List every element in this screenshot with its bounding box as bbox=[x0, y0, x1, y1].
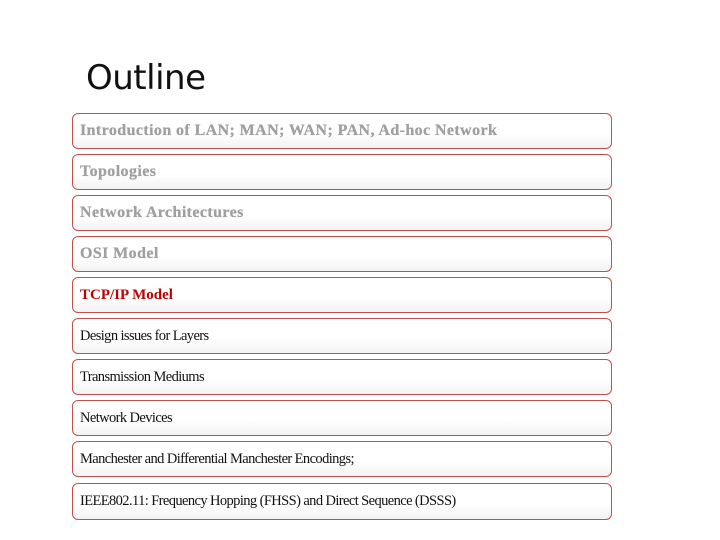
outline-item-label: Topologies bbox=[80, 163, 157, 180]
outline-item-manchester-encodings bbox=[72, 441, 612, 477]
outline-item-label: TCP/IP Model bbox=[80, 286, 173, 303]
outline-item-label: Introduction of LAN; MAN; WAN; PAN, Ad-hoc Network bbox=[80, 122, 498, 139]
outline-item-introduction bbox=[72, 113, 612, 149]
outline-item-label: IEEE802.11: Frequency Hopping (FHSS) and Direct Sequence (DSSS) bbox=[80, 493, 456, 509]
outline-item-label: Manchester and Differential Manchester Encodings; bbox=[80, 450, 354, 467]
outline-item-network-devices bbox=[72, 400, 612, 436]
outline-item-label: OSI Model bbox=[80, 245, 159, 262]
slide-title: Outline bbox=[86, 58, 206, 98]
outline-list bbox=[72, 113, 612, 520]
outline-item-ieee80211 bbox=[72, 483, 612, 520]
outline-item-label: Network Architectures bbox=[80, 204, 244, 221]
outline-item-label: Design issues for Layers bbox=[80, 327, 209, 344]
outline-item-network-architectures bbox=[72, 195, 612, 231]
outline-item-transmission-mediums bbox=[72, 359, 612, 395]
outline-item-tcpip-model bbox=[72, 277, 612, 313]
outline-item-label: Transmission Mediums bbox=[80, 368, 205, 385]
outline-item-label: Network Devices bbox=[80, 409, 173, 426]
outline-item-osi-model bbox=[72, 236, 612, 272]
outline-item-design-issues bbox=[72, 318, 612, 354]
outline-item-topologies bbox=[72, 154, 612, 190]
